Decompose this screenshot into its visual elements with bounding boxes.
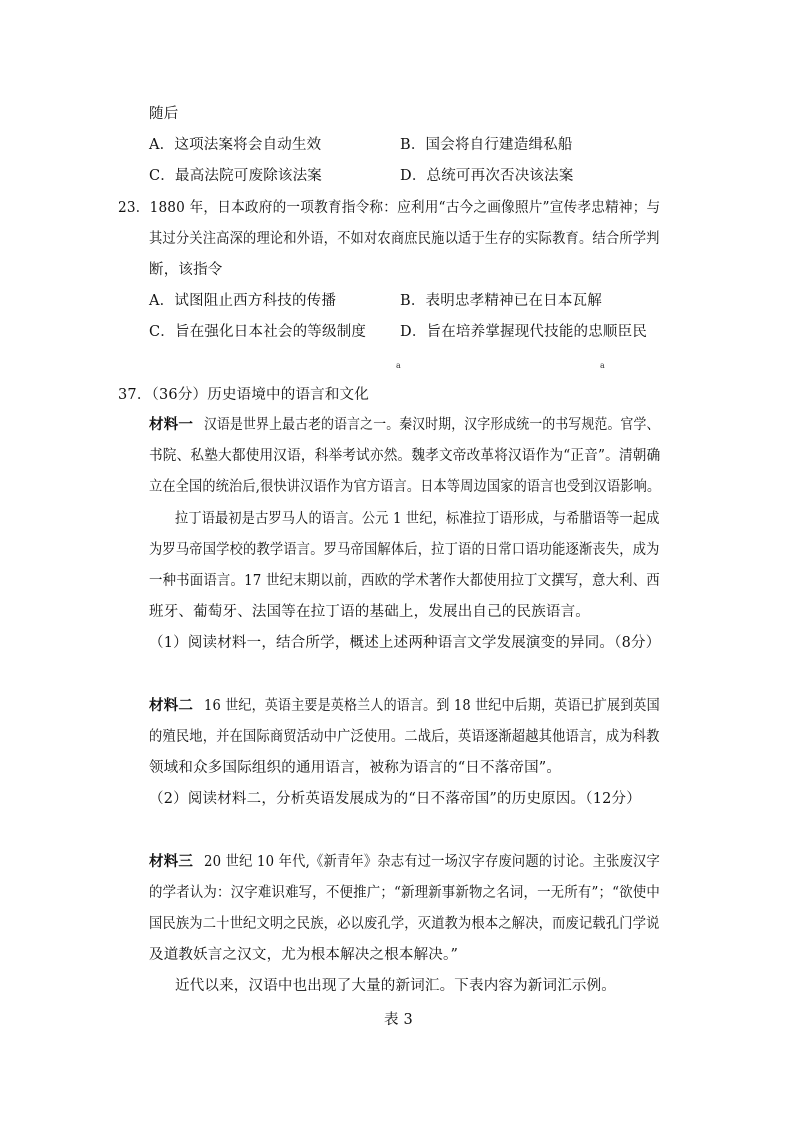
material1-line-7: 班牙、葡萄牙、法国等在拉丁语的基础上，发展出自己的民族语言。 — [149, 604, 590, 620]
q22-option-a: A．这项法案将会自动生效 — [149, 137, 322, 153]
material1-line-3: 立在全国的统治后,很快讲汉语作为官方语言。日本等周边国家的语言也受到汉语影响。 — [149, 479, 661, 495]
q22-option-d: D．总统可再次否决该法案 — [400, 168, 574, 184]
stray-mark-left: a — [396, 361, 401, 370]
material1-line-1: 汉语是世界上最古老的语言之一。秦汉时期，汉字形成统一的书写规范。官学、 — [204, 417, 660, 433]
material3-line-1: 20 世纪 10 年代,《新青年》杂志有过一场汉字存废问题的讨论。主张废汉字 — [204, 854, 660, 870]
q23-option-d: D．旨在培养掌握现代技能的忠顺臣民 — [400, 324, 648, 340]
q37-subquestion-1: （1）阅读材料一，结合所学，概述上述两种语言文学发展演变的异同。（8分） — [149, 635, 661, 651]
material1-line-4: 拉丁语最初是古罗马人的语言。公元 1 世纪，标准拉丁语形成，与希腊语等一起成 — [175, 511, 660, 527]
material2-label: 材料二 — [149, 697, 194, 714]
material1-label: 材料一 — [149, 416, 194, 433]
material3-label: 材料三 — [149, 853, 194, 870]
q23-option-a: A．试图阻止西方科技的传播 — [149, 293, 337, 309]
material1-line-5: 为罗马帝国学校的教学语言。罗马帝国解体后，拉丁语的日常口语功能逐渐丧失，成为 — [149, 542, 660, 558]
q22-option-b: B．国会将自行建造缉私船 — [400, 137, 573, 153]
material2-line-1: 16 世纪，英语主要是英格兰人的语言。到 18 世纪中后期，英语已扩展到英国 — [204, 698, 660, 714]
material1-line-6: 一种书面语言。17 世纪末期以前，西欧的学术著作大都使用拉丁文撰写，意大利、西 — [149, 573, 660, 589]
material3-line-5: 近代以来，汉语中也出现了大量的新词汇。下表内容为新词汇示例。 — [175, 978, 616, 994]
q22-stem-tail: 随后 — [149, 106, 179, 122]
table-caption: 表 3 — [384, 1012, 413, 1028]
material3-line-4: 及道教妖言之汉文，尤为根本解决之根本解决。” — [149, 947, 459, 963]
q23-option-c: C．旨在强化日本社会的等级制度 — [149, 324, 367, 340]
stray-mark-right: a — [600, 361, 605, 370]
q37-subquestion-2: （2）阅读材料二，分析英语发展成为的“日不落帝国”的历史原因。（12分） — [149, 791, 641, 807]
q37-title: 37．（36分）历史语境中的语言和文化 — [118, 387, 369, 403]
material2-line-2: 的殖民地，并在国际商贸活动中广泛使用。二战后，英语逐渐超越其他语言，成为科教 — [149, 729, 660, 745]
q23-stem-line-1: 23．1880 年，日本政府的一项教育指令称：应利用“古今之画像照片”宣传孝忠精神；与 — [118, 200, 661, 216]
q23-stem-line-2: 其过分关注高深的理论和外语，不如对农商庶民施以适于生存的实际教育。结合所学判 — [149, 231, 660, 247]
q22-option-c: C．最高法院可废除该法案 — [149, 168, 322, 184]
material3-line-2: 的学者认为：汉字难识难写，不便推广；“新理新事新物之名词，一无所有”；“欲使中 — [149, 885, 661, 901]
q23-stem-line-3: 断，该指令 — [149, 262, 223, 278]
material3-line-3: 国民族为二十世纪文明之民族，必以废孔学，灭道教为根本之解决，而废记载孔门学说 — [149, 916, 660, 932]
q23-option-b: B．表明忠孝精神已在日本瓦解 — [400, 293, 602, 309]
material2-line-3: 领域和众多国际组织的通用语言，被称为语言的“日不落帝国”。 — [149, 760, 562, 776]
material1-line-2: 书院、私塾大都使用汉语，科举考试亦然。魏孝文帝改革将汉语作为“正音”。清朝确 — [149, 448, 661, 464]
